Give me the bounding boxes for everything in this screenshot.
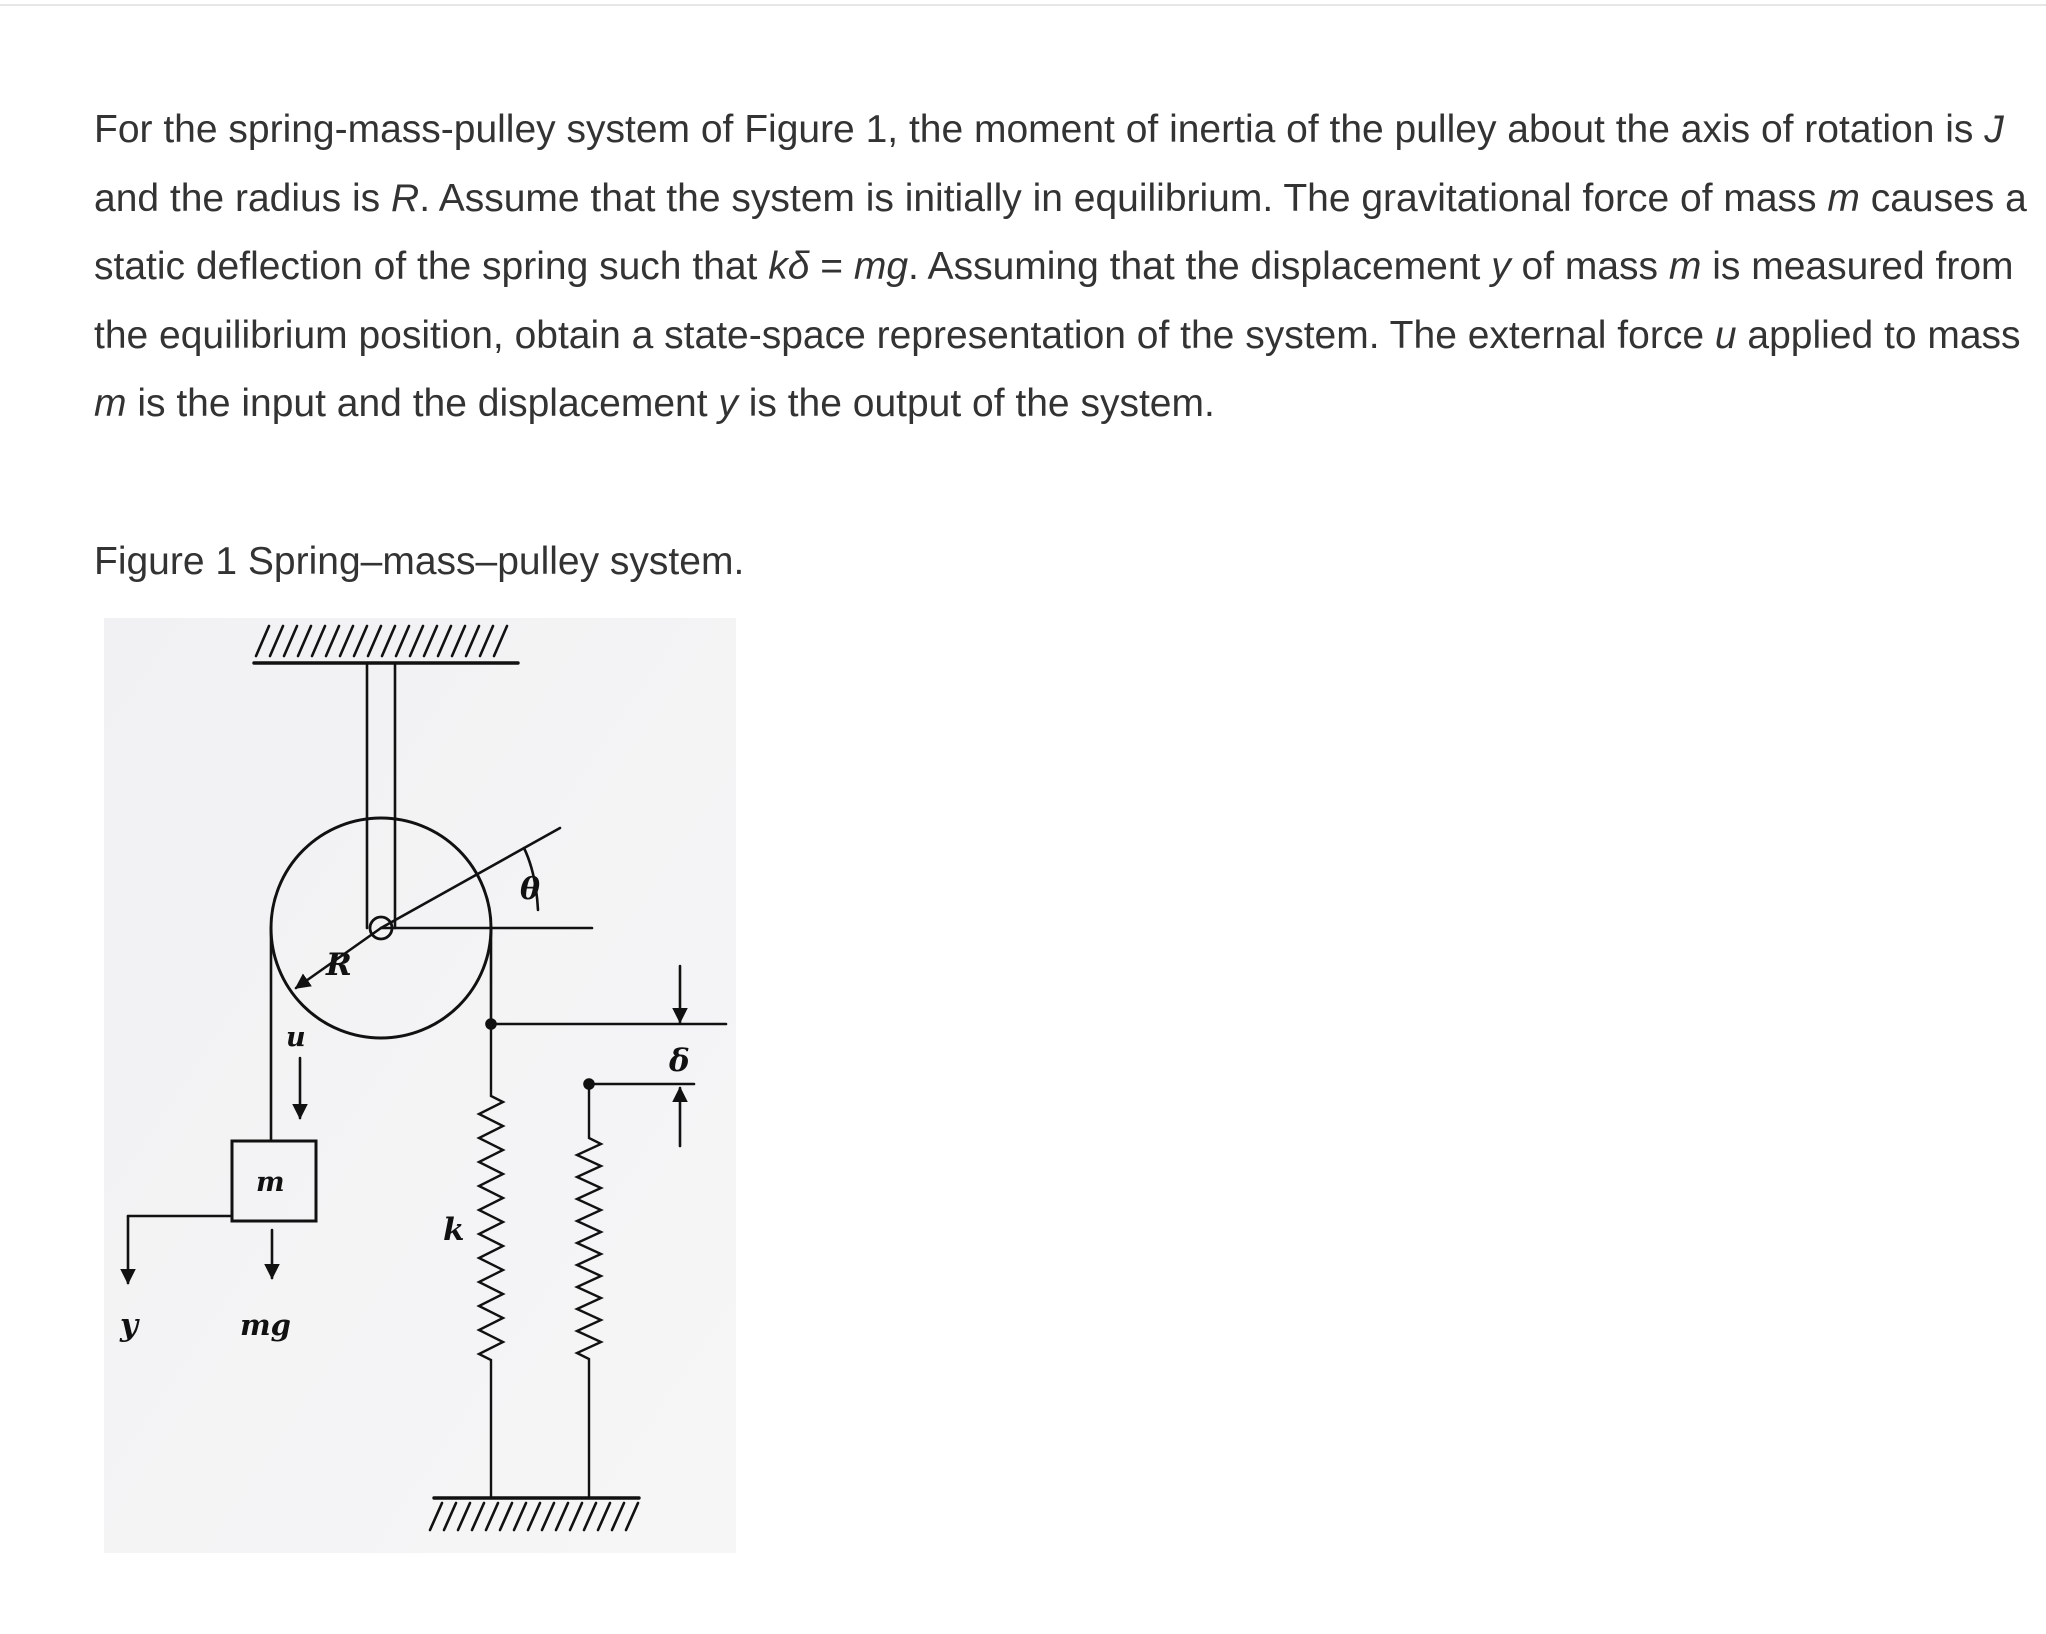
label-delta: δ	[669, 1043, 690, 1079]
spring-mass-pulley-figure	[104, 618, 736, 1553]
text-segment: is the input and the displacement	[126, 382, 719, 425]
figure-drawing	[104, 618, 736, 1553]
symbol-u: u	[1714, 313, 1737, 357]
label-mass: m	[256, 1167, 285, 1198]
symbol-y: y	[1491, 245, 1511, 288]
text-segment: is measured from the equilibrium position, obtain a state-space representation of the system. The external force	[94, 245, 2014, 357]
text-segment: causes a static deflection of the spring such that	[94, 176, 2027, 288]
symbol-mg: mg	[853, 245, 909, 288]
problem-statement	[94, 96, 2034, 439]
text-segment: For the spring-mass-pulley system of Figure 1, the moment of inertia of the pulley about the axis of rotation is	[94, 108, 1985, 151]
label-force-u: u	[286, 1022, 306, 1053]
label-radius: R	[326, 947, 352, 983]
text-segment: is the output of the system.	[737, 382, 1215, 425]
text-segment: and the radius is	[94, 176, 392, 220]
text-segment: of mass	[1510, 245, 1669, 288]
figure-caption: Figure 1 Spring–mass–pulley system.	[94, 540, 745, 583]
text-segment: applied to mass	[1736, 313, 2021, 357]
symbol-J: J	[1984, 108, 2004, 151]
top-divider	[0, 0, 2046, 6]
symbol-m: m	[1668, 245, 1702, 288]
label-theta: θ	[520, 872, 541, 907]
symbol-k-delta: kδ	[768, 245, 810, 288]
text-segment: . Assuming that the displacement	[908, 245, 1492, 288]
symbol-y: y	[718, 382, 738, 425]
symbol-m: m	[1827, 176, 1860, 220]
label-gravity-mg: mg	[240, 1308, 291, 1342]
symbol-m: m	[94, 382, 127, 425]
scan-background	[104, 618, 736, 1553]
label-displacement-y: y	[120, 1307, 139, 1343]
text-segment: . Assume that the system is initially in equilibrium. The gravitational force of mass	[419, 176, 1828, 220]
label-spring-k: k	[443, 1212, 465, 1248]
symbol-R: R	[391, 176, 420, 220]
text-segment: =	[809, 245, 854, 288]
